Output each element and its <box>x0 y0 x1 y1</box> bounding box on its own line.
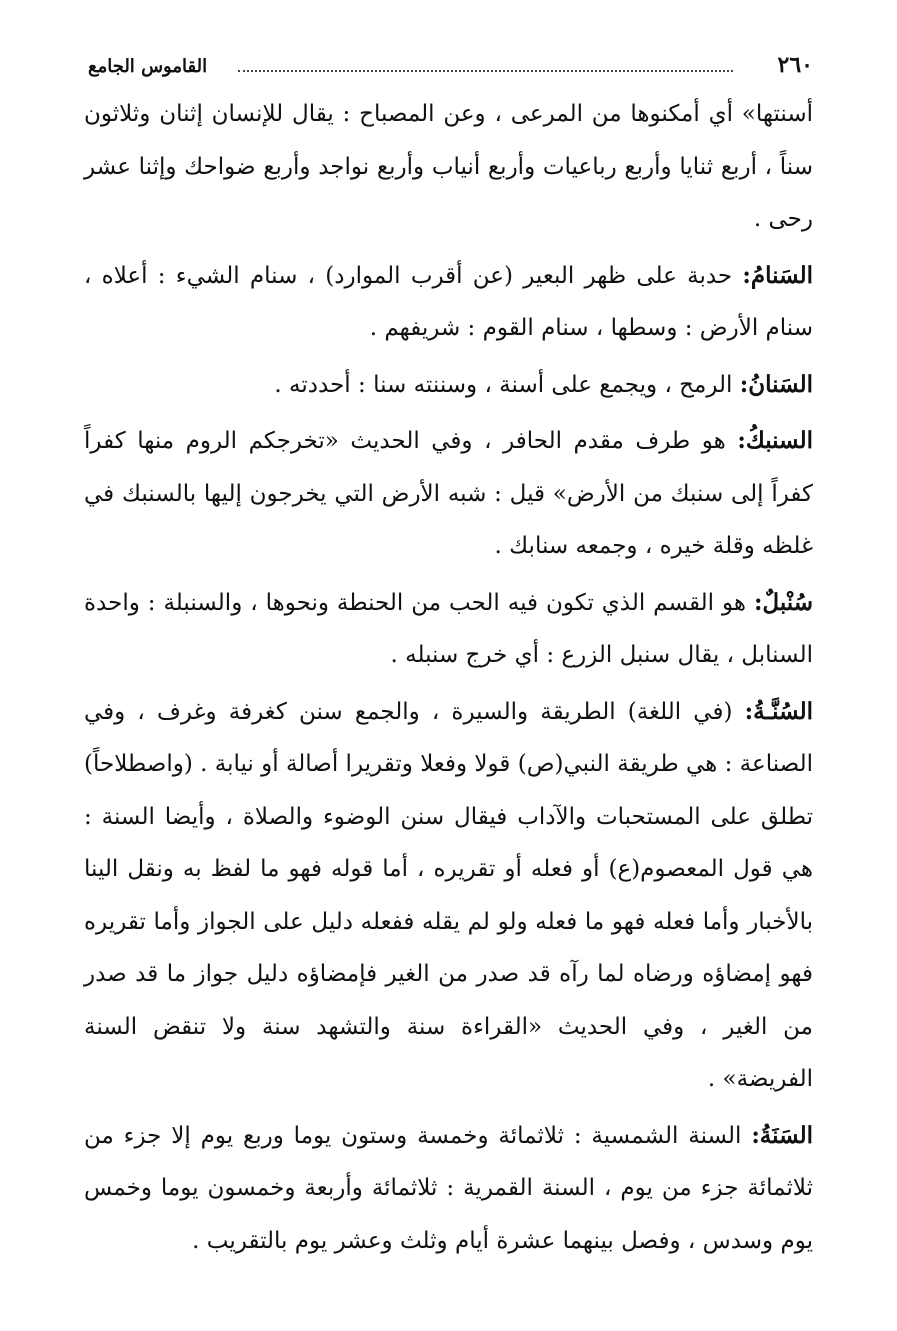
entry-text: (في اللغة) الطريقة والسيرة ، والجمع سنن كغرفة وغرف ، وفي الصناعة : هي طريقة النبي(ص) قولا وفعلا وتقريرا أصالة أو نيابة . (واصطلاحاً) تطلق على المستحبات والآداب فيقال سنن الوضوء والصلاة ، وأيضا السنة : هي قول المعصوم(ع) أو فعله أو تقريره ، أما قوله فهو ما لفظ به ونقل الينا بالأخبار وأما فعله فهو ما فعله ولو لم يقله ففعله دليل على الجواز وأما تقريره فهو إمضاؤه ورضاه لما رآه قد صدر من الغير فإمضاؤه دليل جواز ما قد صدر من الغير ، وفي الحديث «القراءة سنة والتشهد سنة ولا تنقض السنة الفريضة» . <box>84 698 813 1092</box>
page-header <box>88 32 813 76</box>
entry-term: السُنَّـةُ: <box>744 697 813 725</box>
page-body <box>84 88 813 1271</box>
entry-sunbul <box>84 577 813 682</box>
entry-sunnah <box>84 686 813 1106</box>
entry-text: أسنتها» أي أمكنوها من المرعى ، وعن المصباح : يقال للإنسان إثنان وثلاثون سناً ، أربع ثنايا وأربع رباعيات وأربع أنياب وأربع نواجد وأربع ضواحك وإثنا عشر رحى . <box>84 101 813 232</box>
entry-sinan <box>84 359 813 412</box>
entry-term: السَنامُ: <box>742 261 813 289</box>
entry-text: حدبة على ظهر البعير (عن أقرب الموارد) ، سنام الشيء : أعلاه ، سنام الأرض : وسطها ، سنام القوم : شريفهم . <box>84 262 813 341</box>
entry-text: الرمح ، ويجمع على أسنة ، وسننته سنا : أحددته . <box>274 371 740 398</box>
entry-sunbuk <box>84 415 813 573</box>
entry-sanah <box>84 1110 813 1268</box>
entry-sanam <box>84 250 813 355</box>
running-title: القاموس الجامع <box>88 56 208 77</box>
page-number: ٢٦٠ <box>777 52 813 78</box>
entry-text: هو طرف مقدم الحافر ، وفي الحديث «تخرجكم الروم منها كفراً كفراً إلى سنبك من الأرض» قيل : شبه الأرض التي يخرجون إليها بالسنبك في غلظه وقلة خيره ، وجمعه سنابك . <box>84 428 813 559</box>
entry-term: السَنانُ: <box>739 370 813 398</box>
entry-term: السنبكُ: <box>737 427 813 454</box>
entry-term: سُنْبلٌ: <box>753 588 813 616</box>
entry-text: هو القسم الذي تكون فيه الحب من الحنطة ونحوها ، والسنبلة : واحدة السنابل ، يقال سنبل الزرع : أي خرج سنبله . <box>84 589 813 668</box>
entry-text: السنة الشمسية : ثلاثمائة وخمسة وستون يوما وربع يوم إلا جزء من ثلاثمائة جزء من يوم ، السنة القمرية : ثلاثمائة وأربعة وخمسون يوما وخمس يوم وسدس ، وفصل بينهما عشرة أيام وثلث وعشر يوم بالتقريب . <box>84 1122 813 1254</box>
header-dotted-leader <box>238 70 733 72</box>
entry-continuation <box>84 88 813 246</box>
entry-term: السَنَةُ: <box>751 1121 813 1149</box>
